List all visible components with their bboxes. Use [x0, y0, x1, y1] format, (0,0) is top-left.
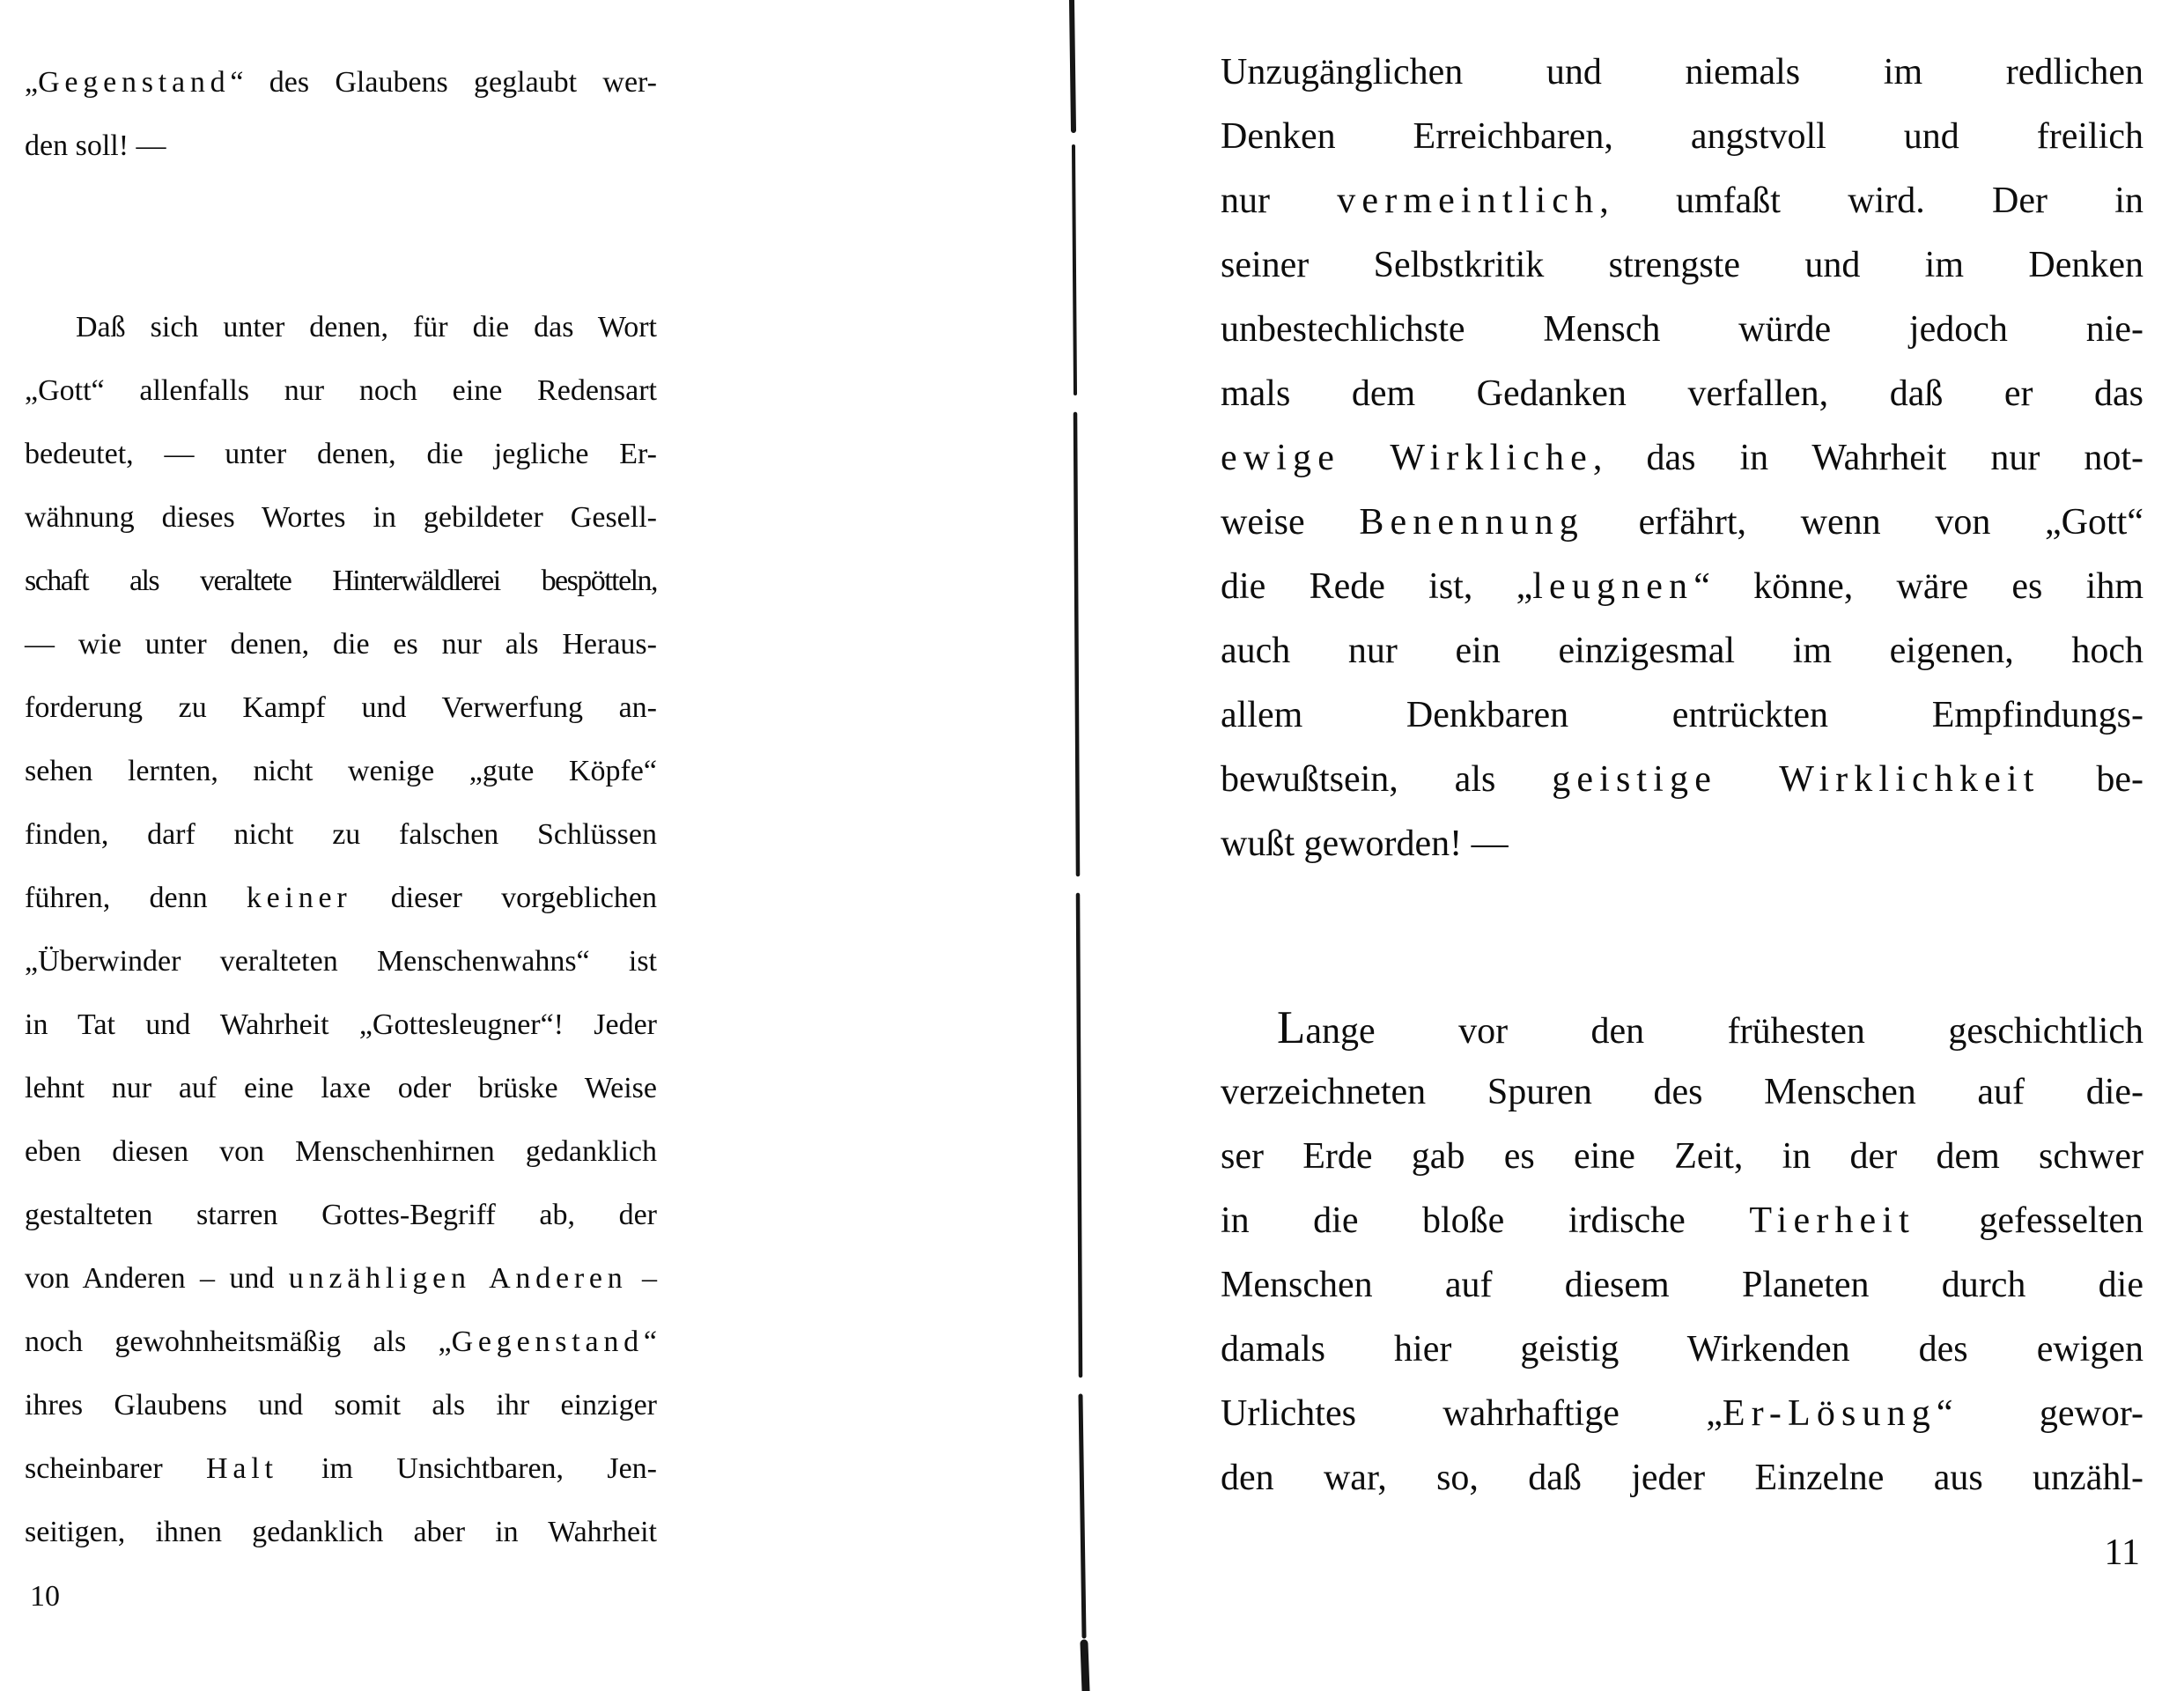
text-line [25, 1501, 657, 1564]
text-line [25, 867, 657, 930]
text-line [25, 803, 657, 867]
text-segment: “ des Glaubens geglaubt wer- [230, 66, 657, 99]
text-line [1221, 362, 2143, 426]
emphasized-text: Gegenstand [451, 1325, 644, 1358]
text-segment: erfährt, wenn von „Gott“ [1583, 502, 2143, 543]
text-segment: den war, so, daß jeder Einzelne aus unzähl- [1221, 1458, 2143, 1498]
paragraph [1221, 41, 2143, 876]
text-line [1221, 812, 2143, 876]
text-segment: scheinbarer [25, 1452, 207, 1485]
text-line [1221, 1446, 2143, 1510]
text-segment: lehnt nur auf eine laxe oder brüske Weise [25, 1072, 657, 1104]
text-line [1221, 298, 2143, 362]
text-line [25, 1184, 657, 1247]
text-line [25, 1437, 657, 1501]
text-segment: “ [643, 1325, 657, 1358]
text-segment: seitigen, ihnen gedanklich aber in Wahrheit [25, 1516, 657, 1548]
text-segment: , umfaßt wird. Der in [1599, 181, 2143, 221]
paragraph [25, 51, 657, 178]
emphasized-text: vermeintlich [1337, 181, 1600, 221]
text-line [1221, 233, 2143, 298]
text-line [1221, 491, 2143, 555]
text-segment: gestalteten starren Gottes-Begriff ab, der [25, 1199, 657, 1231]
text-segment: bewußtsein, als [1221, 759, 1553, 800]
text-line [25, 1247, 657, 1311]
text-segment: in die bloße irdische [1221, 1200, 1750, 1241]
page-right [1221, 41, 2143, 1510]
text-segment: nur [1221, 181, 1338, 221]
text-segment: eben diesen von Menschenhirnen gedanklich [25, 1135, 657, 1168]
paragraph [25, 296, 657, 1564]
text-line [25, 114, 657, 178]
text-segment: noch gewohnheitsmäßig als „ [25, 1325, 452, 1358]
text-segment: forderung zu Kampf und Verwerfung an- [25, 691, 657, 724]
text-segment: Unzugänglichen und niemals im redlichen [1221, 52, 2143, 92]
emphasized-text: ewige Wirkliche [1221, 438, 1593, 478]
text-line [25, 740, 657, 803]
text-line [1221, 1253, 2143, 1318]
text-line [25, 1120, 657, 1184]
text-segment: Menschen auf diesem Planeten durch die [1221, 1265, 2143, 1305]
text-segment: wähnung dieses Wortes in gebildeter Gesell- [25, 501, 657, 534]
text-segment: allem Denkbaren entrückten Empfindungs- [1221, 695, 2143, 735]
text-segment: , das in Wahrheit nur not- [1592, 438, 2143, 478]
emphasized-text: leugnen [1532, 566, 1694, 607]
text-line [25, 486, 657, 550]
text-segment: finden, darf nicht zu falschen Schlüssen [25, 818, 657, 851]
text-segment: “ könne, wäre es ihm [1693, 566, 2143, 607]
text-segment: be- [2040, 759, 2144, 800]
paragraph [1221, 996, 2143, 1510]
text-segment: unbestechlichste Mensch würde jedoch nie- [1221, 309, 2143, 350]
page-left-text [25, 51, 657, 1564]
text-segment: ange vor den frühesten geschichtlich [1305, 1011, 2143, 1052]
text-line [25, 1057, 657, 1120]
text-segment: in Tat und Wahrheit „Gottesleugner“! Jeder [25, 1008, 657, 1041]
text-segment: die Rede ist, „ [1221, 566, 1533, 607]
text-line [25, 296, 657, 359]
text-line [1221, 426, 2143, 491]
text-line [1221, 555, 2143, 619]
page-number-left: 10 [30, 1580, 60, 1613]
text-segment: „ [25, 66, 39, 99]
text-segment: auch nur ein einzigesmal im eigenen, hoch [1221, 631, 2143, 671]
text-segment: im Unsichtbaren, Jen- [277, 1452, 658, 1485]
text-segment: führen, denn [25, 882, 247, 914]
emphasized-text: Er-Lösung [1722, 1393, 1937, 1434]
text-segment: gefesselten [1915, 1200, 2143, 1241]
text-line [1221, 1318, 2143, 1382]
text-segment: den soll! — [25, 129, 166, 162]
text-segment: ser Erde gab es eine Zeit, in der dem schwer [1221, 1136, 2143, 1177]
text-line [25, 1311, 657, 1374]
text-segment: verzeichneten Spuren des Menschen auf die- [1221, 1072, 2143, 1112]
text-line [1221, 748, 2143, 812]
text-line [25, 51, 657, 114]
text-segment: wußt geworden! — [1221, 823, 1509, 864]
text-segment: “ gewor- [1936, 1393, 2143, 1434]
text-segment: bedeutet, — unter denen, die jegliche Er- [25, 438, 657, 470]
text-segment: Daß sich unter denen, für die das Wort [76, 311, 657, 343]
text-line [25, 613, 657, 676]
text-segment: — wie unter denen, die es nur als Heraus- [25, 628, 657, 661]
text-line [1221, 683, 2143, 748]
text-line [1221, 1382, 2143, 1446]
emphasized-text: Benennung [1359, 502, 1584, 543]
text-line [1221, 1125, 2143, 1189]
emphasized-text: Halt [206, 1452, 278, 1485]
emphasized-text: geistige Wirklichkeit [1552, 759, 2040, 800]
emphasized-text: unzähligen Anderen [288, 1262, 628, 1295]
emphasized-text: Gegenstand [38, 66, 231, 99]
text-segment: dieser vorgeblichen [351, 882, 657, 914]
text-segment: mals dem Gedanken verfallen, daß er das [1221, 373, 2143, 414]
emphasized-text: Tierheit [1749, 1200, 1915, 1241]
text-line [25, 423, 657, 486]
text-segment: Denken Erreichbaren, angstvoll und freilich [1221, 116, 2143, 157]
text-line [1221, 105, 2143, 169]
text-segment: „Überwinder veralteten Menschenwahns“ ist [25, 945, 657, 978]
text-segment: Urlichtes wahrhaftige „ [1221, 1393, 1723, 1434]
text-segment: von Anderen – und [25, 1262, 289, 1295]
text-line [25, 359, 657, 423]
text-segment: „Gott“ allenfalls nur noch eine Redensart [25, 374, 657, 407]
text-segment: – [627, 1262, 657, 1295]
text-line [1221, 169, 2143, 233]
text-segment: ihres Glaubens und somit als ihr einziger [25, 1389, 657, 1421]
text-segment: weise [1221, 502, 1360, 543]
text-line [1221, 1060, 2143, 1125]
text-line [25, 930, 657, 993]
emphasized-text: keiner [246, 882, 352, 914]
page-number-right: 11 [2104, 1532, 2140, 1573]
text-line [1221, 619, 2143, 683]
page-left [25, 51, 657, 1564]
text-line [25, 993, 657, 1057]
text-segment: L [1277, 1002, 1306, 1053]
text-segment: schaft als veraltete Hinterwäldlerei bespötteln, [25, 565, 657, 597]
text-line [1221, 1189, 2143, 1253]
text-line [25, 1374, 657, 1437]
text-segment: damals hier geistig Wirkenden des ewigen [1221, 1329, 2143, 1370]
text-line [25, 676, 657, 740]
text-line [1221, 41, 2143, 105]
text-line [1221, 996, 2143, 1060]
text-segment: sehen lernten, nicht wenige „gute Köpfe“ [25, 755, 657, 787]
text-segment: seiner Selbstkritik strengste und im Denken [1221, 245, 2143, 285]
page-right-text [1221, 41, 2143, 1510]
text-line [25, 550, 657, 613]
